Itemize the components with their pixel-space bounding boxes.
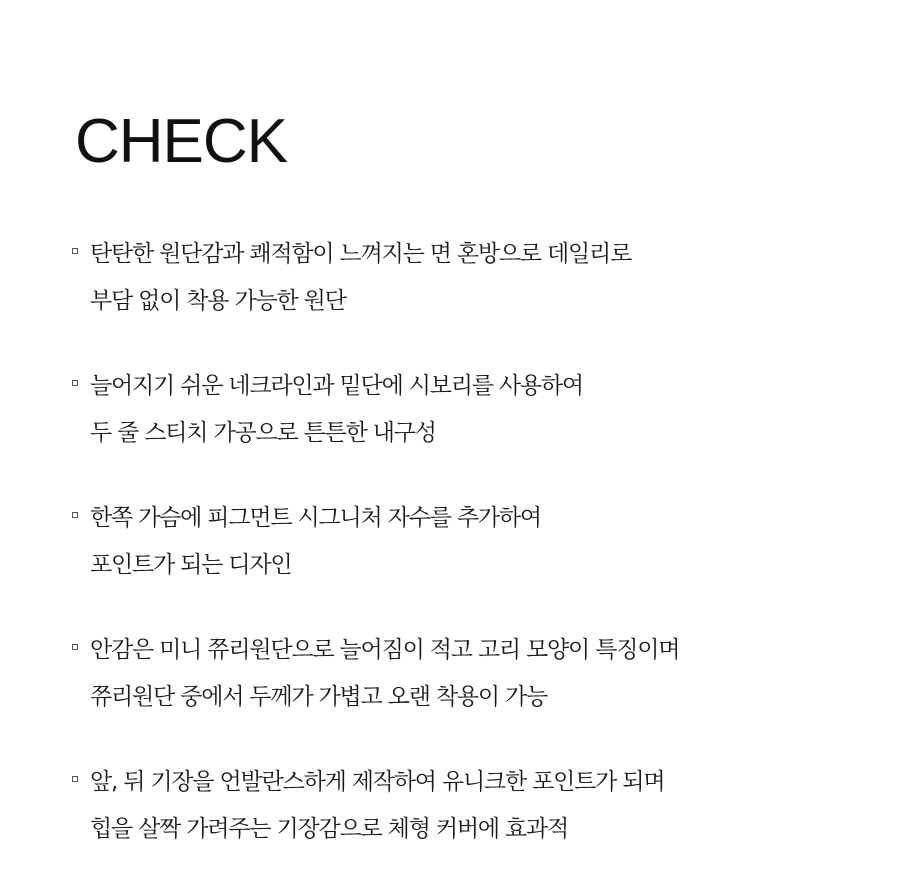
item-line-2: 부담 없이 착용 가능한 원단: [90, 288, 346, 314]
item-line-1: 앞, 뒤 기장을 언발란스하게 제작하여 유니크한 포인트가 되며: [90, 769, 665, 795]
square-bullet-icon: [72, 248, 78, 254]
square-bullet-icon: [72, 776, 78, 782]
item-line-1: 한쪽 가슴에 피그먼트 시그니처 자수를 추가하여: [90, 505, 541, 531]
square-bullet-icon: [72, 512, 78, 518]
check-list-item: [72, 759, 872, 853]
check-list-item: [72, 363, 872, 457]
item-line-1: 안감은 미니 쮸리원단으로 늘어짐이 적고 고리 모양이 특징이며: [90, 637, 680, 663]
item-line-1: 늘어지기 쉬운 네크라인과 밑단에 시보리를 사용하여: [90, 373, 583, 399]
item-line-1: 탄탄한 원단감과 쾌적함이 느껴지는 면 혼방으로 데일리로: [90, 241, 632, 267]
check-list-item: [72, 627, 872, 721]
check-list: [72, 231, 872, 853]
item-line-2: 쮸리원단 중에서 두께가 가볍고 오랜 착용이 가능: [90, 684, 548, 710]
item-line-2: 포인트가 되는 디자인: [90, 552, 292, 578]
check-list-item: [72, 495, 872, 589]
check-list-item: [72, 231, 872, 325]
item-line-2: 두 줄 스티치 가공으로 튼튼한 내구성: [90, 420, 436, 446]
square-bullet-icon: [72, 644, 78, 650]
item-line-2: 힙을 살짝 가려주는 기장감으로 체형 커버에 효과적: [90, 816, 569, 842]
page-title: CHECK: [75, 107, 288, 176]
square-bullet-icon: [72, 380, 78, 386]
